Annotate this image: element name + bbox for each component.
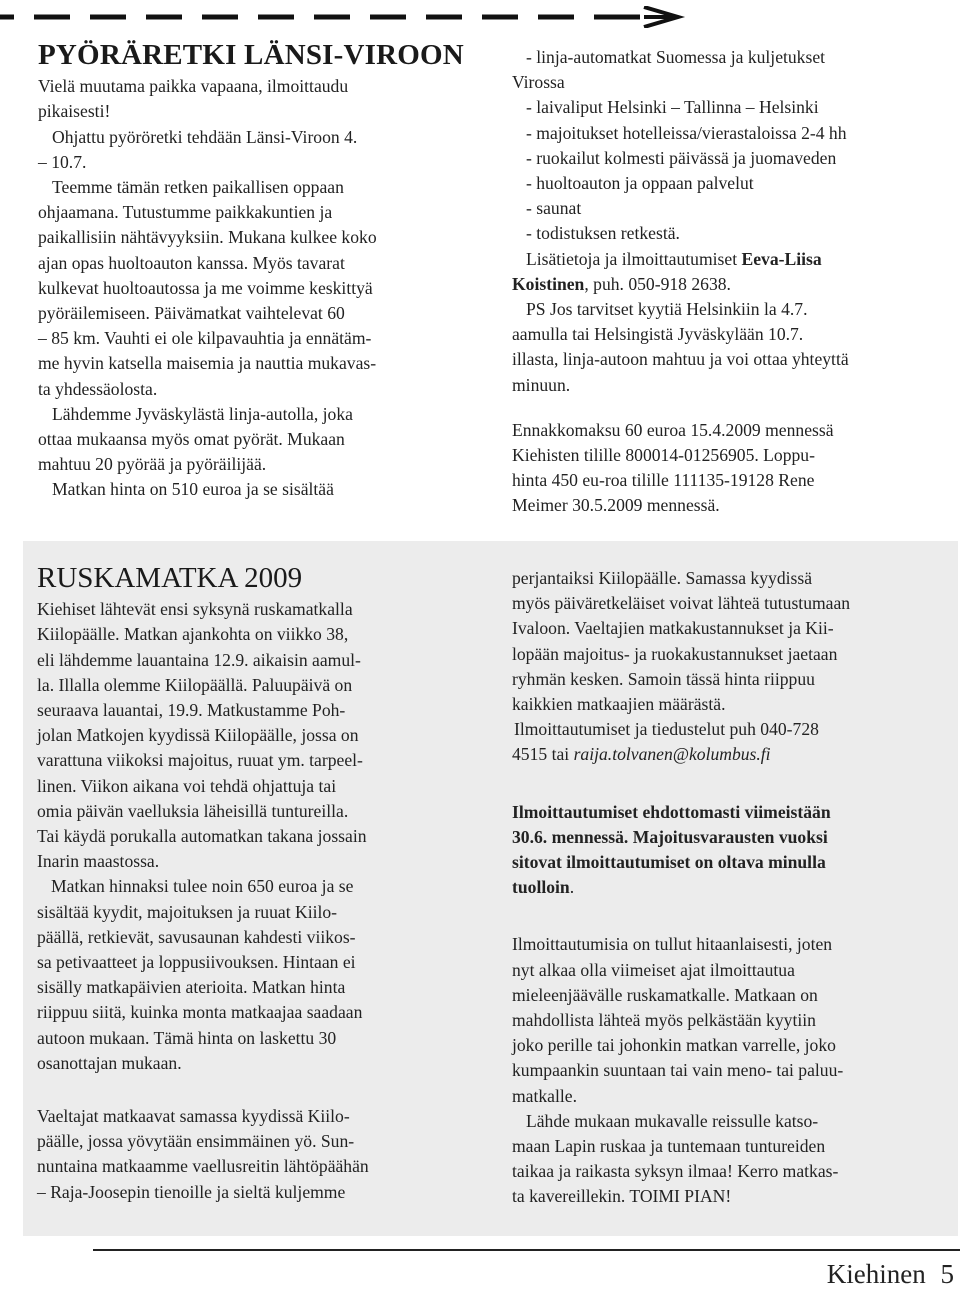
text-line: – Raja-Joosepin tienoille ja sieltä kuljemme bbox=[37, 1181, 346, 1202]
text-line: varattuna viikoksi majoitus, ruuat ym. tarpeel- bbox=[37, 750, 363, 771]
text-line: Kiilopäälle. Matkan ajankohta on viikko 38, bbox=[37, 624, 349, 645]
contact-name: Eeva-Liisa bbox=[741, 248, 822, 269]
text-line: 4515 tai raija.tolvanen@kolumbus.fi bbox=[512, 744, 771, 765]
text-line: osanottajan mukaan. bbox=[37, 1052, 182, 1073]
text-line: Matkan hinta on 510 euroa ja se sisältää bbox=[52, 479, 334, 500]
text-line: hinta 450 eu-roa tilille 111135-19128 Rene bbox=[512, 470, 815, 491]
text-line: nuntaina matkaamme vaellusreitin lähtöpäähän bbox=[37, 1156, 369, 1177]
text-line: - saunat bbox=[526, 198, 582, 219]
text-line: linen. Viikon aikana voi tehdä ohjattuja tai bbox=[37, 775, 337, 796]
text-line: sa petivaatteet ja loppusiivouksen. Hintaan ei bbox=[37, 952, 356, 973]
text-line: ta kavereillekin. TOIMI PIAN! bbox=[512, 1186, 732, 1207]
text-line: riippuu siitä, kuinka monta matkaajaa saadaan bbox=[37, 1002, 363, 1023]
text-line: mieleenjäävälle ruskamatkalle. Matkaan on bbox=[512, 984, 818, 1005]
text-line: kaikkien matkaajien määrästä. bbox=[512, 694, 726, 715]
article2-title: RUSKAMATKA 2009 bbox=[37, 562, 303, 594]
text-line: jolan Matkojen kyydissä Kiilopäälle, jossa on bbox=[37, 725, 359, 746]
text-line: Vielä muutama paikka vapaana, ilmoittaudu bbox=[38, 76, 349, 97]
text-line: Ennakkomaksu 60 euroa 15.4.2009 mennessä bbox=[512, 419, 834, 440]
article2-left-column bbox=[37, 562, 487, 1205]
text-line: ta yhdessäolosta. bbox=[38, 378, 158, 399]
text-line: - linja-automatkat Suomessa ja kuljetukset bbox=[526, 47, 826, 67]
text-line: päällä, retkievät, savusaunan kahdesti viikos- bbox=[37, 926, 356, 947]
text-line: päälle, jossa yövytään ensimmäinen yö. Sun- bbox=[37, 1131, 355, 1152]
text-line: taikaa ja raikasta syksyn ilmaa! Kerro matkas- bbox=[512, 1161, 839, 1182]
bold-notice-line: tuolloin. bbox=[512, 877, 575, 898]
text-line: Ivaloon. Vaeltajien matkakustannukset ja Kii- bbox=[512, 618, 834, 639]
article1-title: PYÖRÄRETKI LÄNSI-VIROON bbox=[38, 39, 464, 71]
text-line: myös päiväretkeläiset voivat lähteä tutustumaan bbox=[512, 593, 851, 614]
text-line: illasta, linja-autoon mahtuu ja voi ottaa yhteyttä bbox=[512, 349, 849, 370]
text-line: joko perille tai johonkin matkan varrelle, joko bbox=[512, 1035, 836, 1056]
article1-right-column bbox=[512, 45, 952, 519]
text-line: - majoitukset hotelleissa/vierastaloissa 2-4 hh bbox=[526, 122, 847, 143]
publication-name: Kiehinen bbox=[826, 1259, 926, 1289]
text-line: Ilmoittautumisia on tullut hitaanlaisesti, joten bbox=[512, 934, 833, 955]
text-line: Tai käydä porukalla automatkan takana jossain bbox=[37, 826, 367, 847]
text-line: sisälly matkapäivien aterioita. Matkan hinta bbox=[37, 977, 346, 998]
text-line: seuraava lauantai, 19.9. Matkustamme Poh- bbox=[37, 700, 346, 721]
text-line: ottaa mukaansa myös omat pyörät. Mukaan bbox=[38, 429, 345, 450]
text-line: Inarin maastossa. bbox=[37, 851, 160, 872]
text-line: maan Lapin ruskaa ja tuntemaan tuntureiden bbox=[512, 1136, 826, 1157]
text-line: - laivaliput Helsinki – Tallinna – Helsinki bbox=[526, 97, 819, 118]
text-line: omia päivän vaelluksia läheisillä tuntureilla. bbox=[37, 800, 349, 821]
text-line: kulkevat huoltoautossa ja me voimme keskittyä bbox=[38, 277, 373, 298]
text-line: Kiehiset lähtevät ensi syksynä ruskamatkalla bbox=[37, 599, 353, 620]
bold-notice-line: sitovat ilmoittautumiset on oltava minulla bbox=[512, 852, 826, 873]
text-line: paikallisiin nähtävyyksiin. Mukana kulkee koko bbox=[38, 227, 377, 248]
text-line: mahdollista lähteä myös pelkästään kyytiin bbox=[512, 1010, 816, 1031]
text-line: ryhmän kesken. Samoin tässä hinta riippuu bbox=[512, 668, 815, 689]
text-line: Lähdemme Jyväskylästä linja-autolla, joka bbox=[52, 403, 353, 424]
text-line: aamulla tai Helsingistä Jyväskylään 10.7. bbox=[512, 324, 804, 345]
text-line: ohjaamana. Tutustumme paikkakuntien ja bbox=[38, 202, 333, 223]
contact-name: Koistinen bbox=[512, 273, 585, 294]
article2-right-column bbox=[512, 566, 952, 1210]
text-line: Matkan hinnaksi tulee noin 650 euroa ja se bbox=[51, 876, 354, 897]
text-line: autoon mukaan. Tämä hinta on laskettu 30 bbox=[37, 1027, 337, 1048]
text-line: Lisätietoja ja ilmoittautumiset Eeva-Liisa bbox=[526, 248, 822, 269]
text-line: - huoltoauton ja oppaan palvelut bbox=[526, 173, 754, 194]
text-line: mahtuu 20 pyörää ja pyöräilijää. bbox=[38, 454, 267, 475]
text-line: PS Jos tarvitset kyytiä Helsinkiin la 4.7. bbox=[526, 299, 808, 320]
text-line: me hyvin katsella maisemia ja nauttia mukavas- bbox=[38, 353, 377, 374]
text-line: Ohjattu pyöröretki tehdään Länsi-Viroon 4. bbox=[52, 126, 358, 147]
text-line: – 85 km. Vauhti ei ole kilpavauhtia ja ennätäm- bbox=[38, 328, 372, 349]
text-line: – 10.7. bbox=[38, 151, 87, 172]
text-line: minuun. bbox=[512, 374, 571, 395]
text-line: Lähde mukaan mukavalle reissulle katso- bbox=[526, 1110, 819, 1131]
bold-notice-line: Ilmoittautumiset ehdottomasti viimeistään bbox=[512, 801, 831, 822]
text-line: ajan opas huoltoauton kanssa. Myös tavarat bbox=[38, 252, 345, 273]
text-line: lopään majoitus- ja ruokakustannukset jaetaan bbox=[512, 643, 838, 664]
text-line: Kiehisten tilille 800014-01256905. Loppu- bbox=[512, 445, 815, 466]
text-line: pikaisesti! bbox=[38, 101, 111, 122]
text-line: Ilmoittautumiset ja tiedustelut puh 040-728 bbox=[514, 719, 819, 740]
text-line: - todistuksen retkestä. bbox=[526, 223, 680, 244]
footer-rule bbox=[93, 1249, 960, 1251]
text-line: Meimer 30.5.2009 mennessä. bbox=[512, 495, 720, 516]
text-line: - ruokailut kolmesti päivässä ja juomaveden bbox=[526, 147, 837, 168]
text-line: sisältää kyydit, majoituksen ja ruuat Kiilo- bbox=[37, 901, 338, 922]
article1-left-column bbox=[38, 39, 478, 503]
text-line: eli lähdemme lauantaina 12.9. aikaisin aamul- bbox=[37, 649, 361, 670]
text-line: pyöräilemiseen. Päivämatkat vaihtelevat 60 bbox=[38, 303, 345, 324]
contact-email-link[interactable]: raija.tolvanen@kolumbus.fi bbox=[573, 744, 771, 765]
bold-notice-line: 30.6. mennessä. Majoitusvarausten vuoksi bbox=[512, 826, 828, 847]
text-line: la. Illalla olemme Kiilopäällä. Paluupäivä on bbox=[37, 674, 353, 695]
page-footer bbox=[827, 1259, 954, 1290]
text-line: matkalle. bbox=[512, 1085, 577, 1106]
text-line: Virossa bbox=[512, 72, 565, 93]
text-line: perjantaiksi Kiilopäälle. Samassa kyydissä bbox=[512, 568, 813, 588]
text-line: Koistinen, puh. 050-918 2638. bbox=[512, 273, 731, 294]
text-line: Teemme tämän retken paikallisen oppaan bbox=[52, 177, 344, 198]
text-line: nyt alkaa olla viimeiset ajat ilmoittautua bbox=[512, 959, 795, 980]
dashed-arrow-divider bbox=[0, 6, 700, 28]
text-line: Vaeltajat matkaavat samassa kyydissä Kiilo- bbox=[37, 1106, 350, 1127]
text-line: kumpaankin suuntaan tai vain meno- tai paluu- bbox=[512, 1060, 844, 1081]
page-number: 5 bbox=[940, 1259, 954, 1289]
